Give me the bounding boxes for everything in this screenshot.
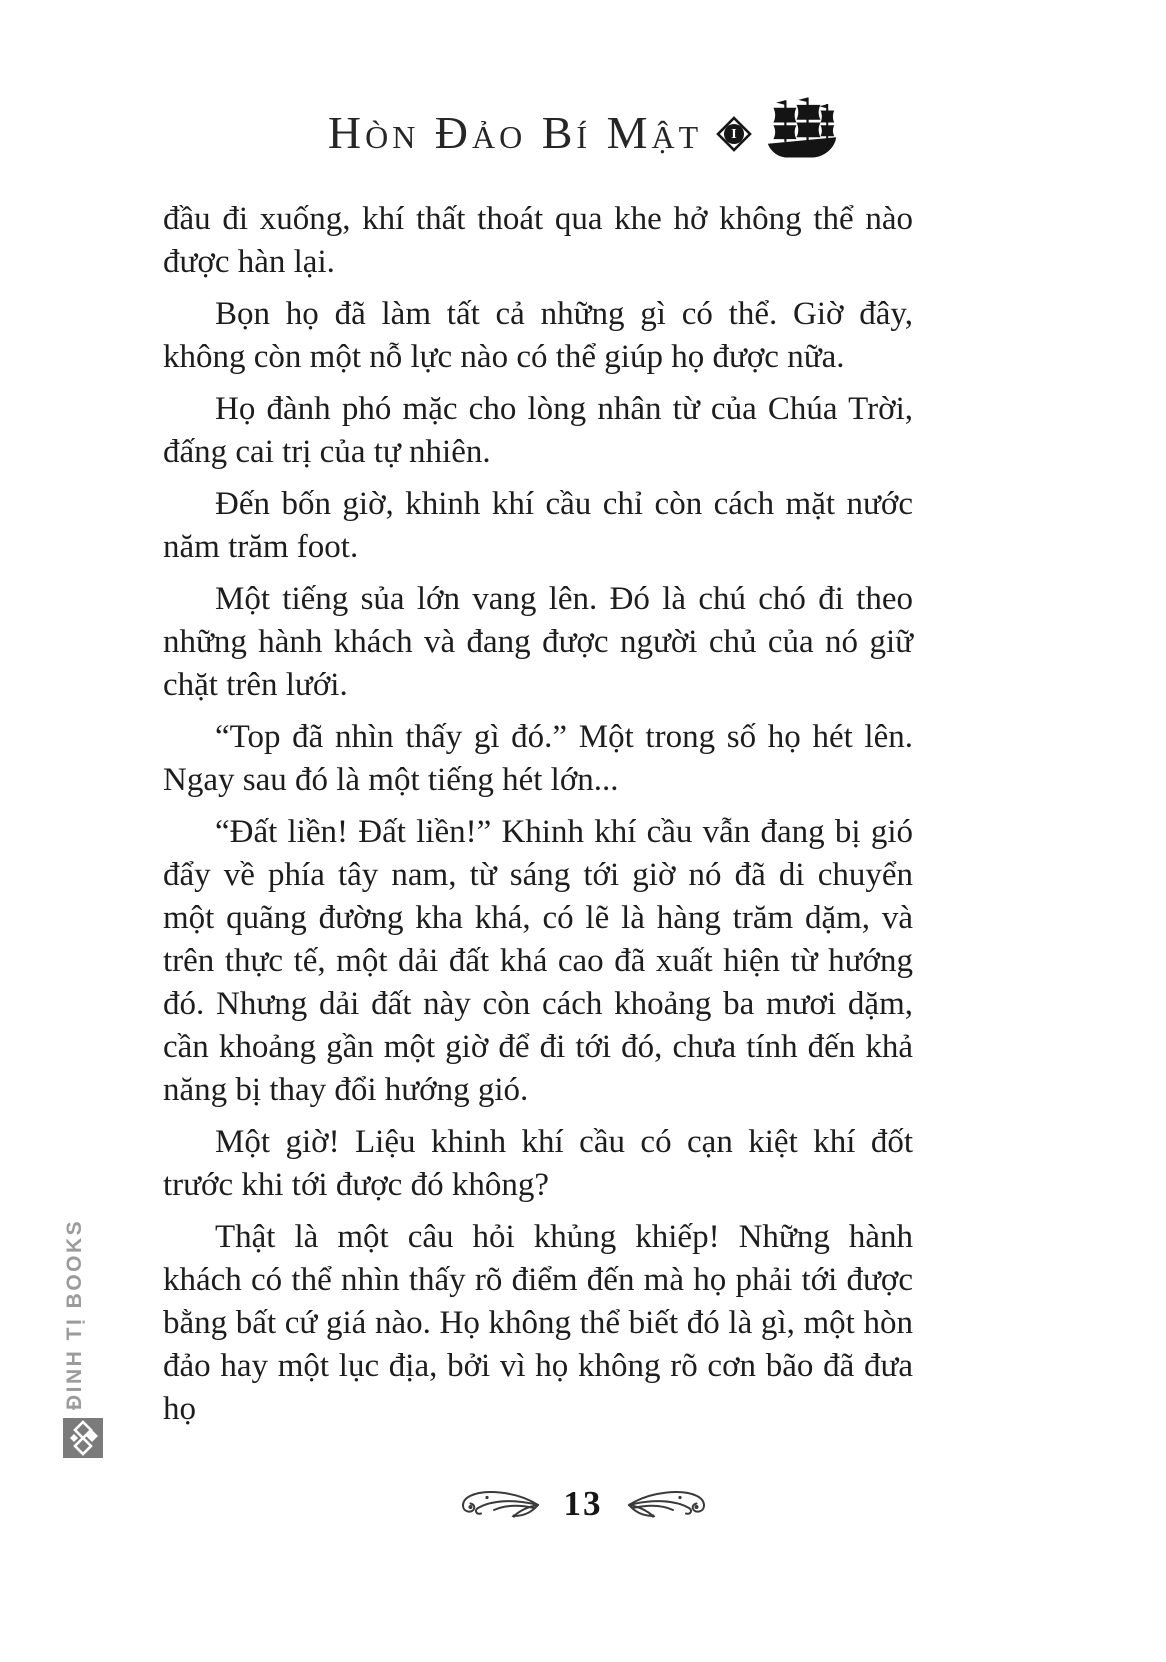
volume-numeral: I bbox=[731, 127, 737, 142]
flourish-right-icon bbox=[627, 1484, 711, 1522]
paragraph: Một tiếng sủa lớn vang lên. Đó là chú chó đi theo những hành khách và đang được người chủ của nó giữ chặt trên lưới. bbox=[163, 581, 913, 703]
volume-badge-icon bbox=[715, 115, 753, 153]
paragraph: “Đất liền! Đất liền!” Khinh khí cầu vẫn đang bị gió đẩy về phía tây nam, từ sáng tới giờ nó đã di chuyển một quãng đường kha khá, có lẽ là hàng trăm dặm, và trên thực tế, một dải đất khá cao đã xuất hiện từ hướng đó. Nhưng dải đất này còn cách khoảng ba mươi dặm, cần khoảng gần một giờ để đi tới đó, chưa tính đến khả năng bị thay đổi hướng gió. bbox=[163, 814, 913, 1108]
body-text-block bbox=[163, 198, 913, 1440]
page-number: 13 bbox=[563, 1483, 603, 1523]
page-header bbox=[0, 92, 1166, 168]
page-footer bbox=[0, 1484, 1166, 1522]
flourish-left-icon bbox=[456, 1484, 540, 1522]
paragraph: Đến bốn giờ, khinh khí cầu chỉ còn cách mặt nước năm trăm foot. bbox=[163, 486, 913, 565]
paragraph: Họ đành phó mặc cho lòng nhân từ của Chúa Trời, đấng cai trị của tự nhiên. bbox=[163, 391, 913, 470]
paragraph: Thật là một câu hỏi khủng khiếp! Những hành khách có thể nhìn thấy rõ điểm đến mà họ phải tới được bằng bất cứ giá nào. Họ không thể biết đó là gì, một hòn đảo hay một lục địa, bởi vì họ không rõ cơn bão đã đưa họ bbox=[163, 1219, 913, 1427]
paragraph: đầu đi xuống, khí thất thoát qua khe hở không thể nào được hàn lại. bbox=[163, 201, 913, 280]
paragraph: Bọn họ đã làm tất cả những gì có thể. Giờ đây, không còn một nỗ lực nào có thể giúp họ được nữa. bbox=[163, 296, 913, 375]
dinh-ti-logo-icon bbox=[63, 1418, 103, 1458]
publisher-vertical-text: ĐINH TỊ BOOKS bbox=[63, 1218, 86, 1410]
book-title: Hòn Đảo Bí Mật bbox=[327, 107, 703, 158]
sailing-ship-icon bbox=[766, 94, 838, 162]
paragraph: Một giờ! Liệu khinh khí cầu có cạn kiệt khí đốt trước khi tới được đó không? bbox=[163, 1124, 913, 1203]
paragraph: “Top đã nhìn thấy gì đó.” Một trong số họ hét lên. Ngay sau đó là một tiếng hét lớn... bbox=[163, 719, 913, 798]
